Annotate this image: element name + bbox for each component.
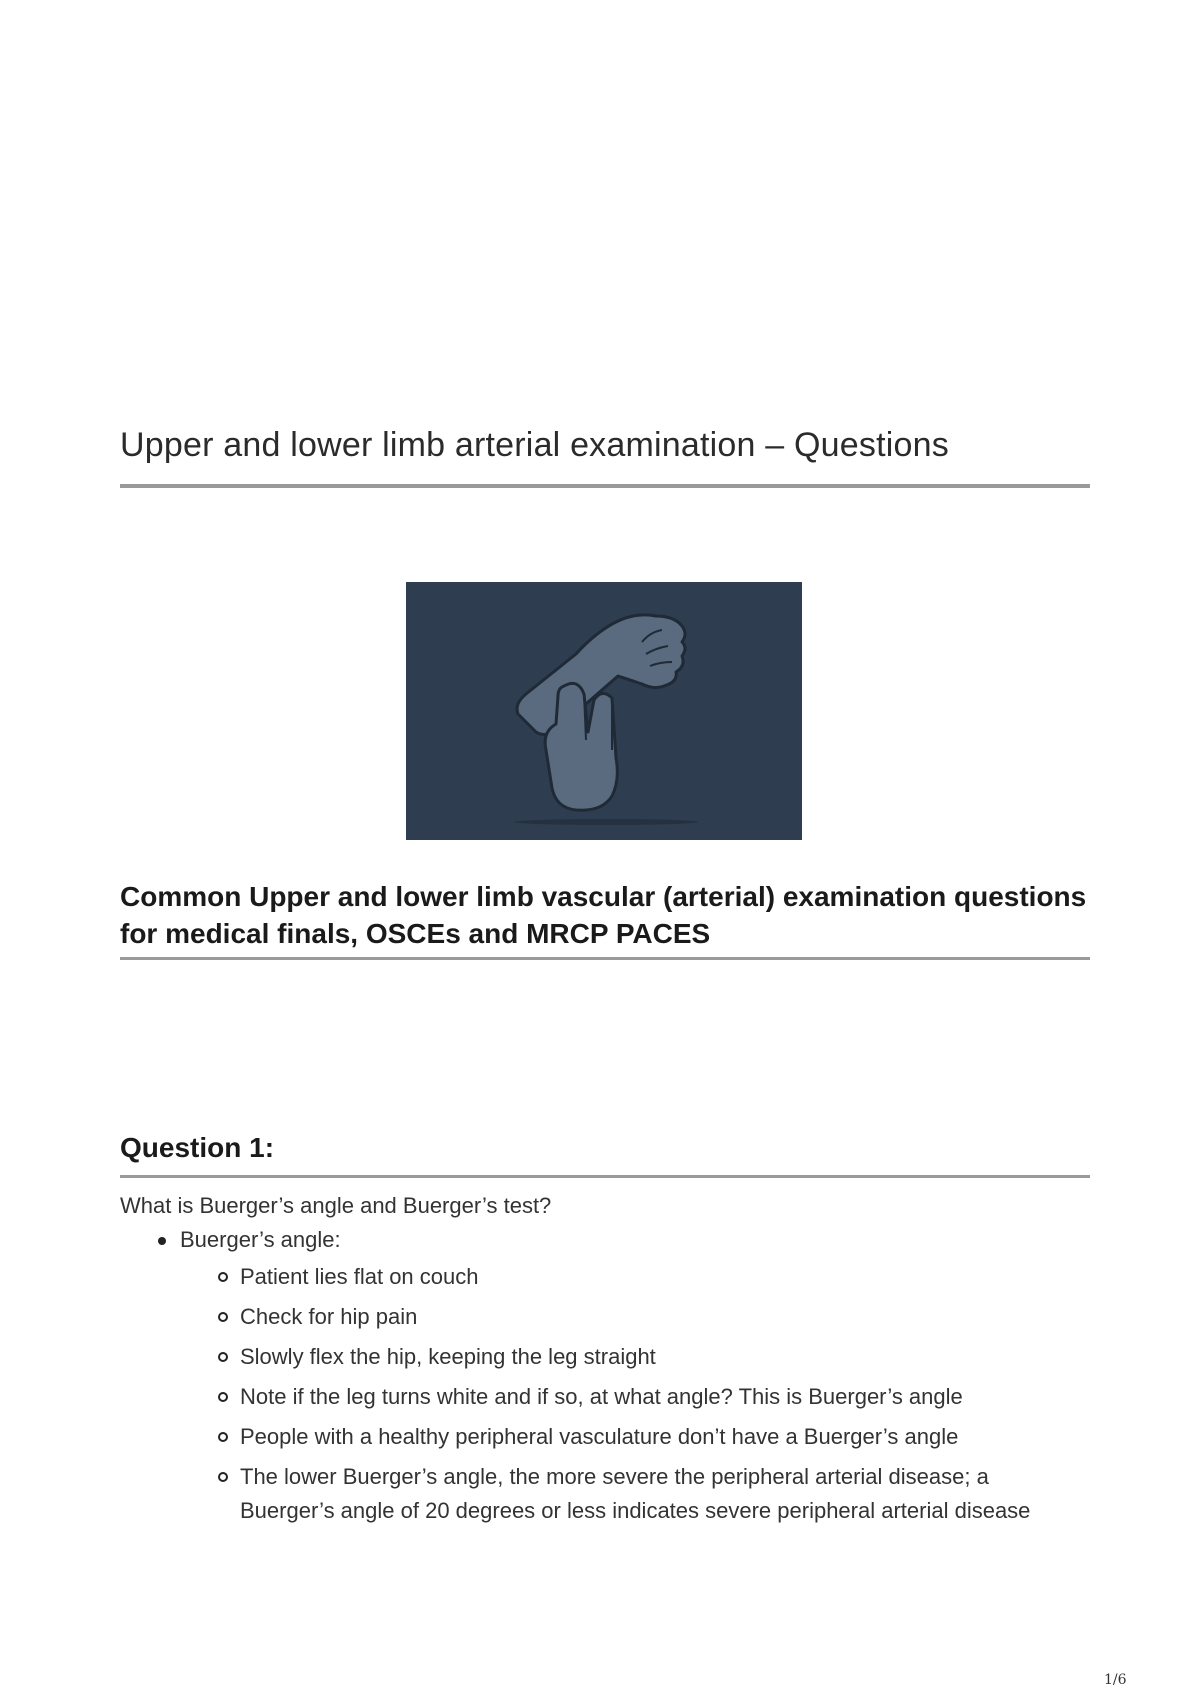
title-divider <box>120 484 1090 488</box>
question-text: What is Buerger’s angle and Buerger’s test? <box>120 1193 552 1218</box>
answer-list <box>160 1226 1080 1534</box>
list-item: Slowly flex the hip, keeping the leg straight <box>220 1340 1080 1374</box>
page-title: Upper and lower limb arterial examination – Questions <box>120 426 949 464</box>
question-divider <box>120 1175 1090 1178</box>
list-item: The lower Buerger’s angle, the more severe the peripheral arterial disease; a Buerger’s angle of 20 degrees or less indicates severe peripheral arterial disease <box>220 1460 1080 1528</box>
list-item <box>160 1226 1080 1528</box>
list-item: People with a healthy peripheral vasculature don’t have a Buerger’s angle <box>220 1420 1080 1454</box>
list-item: Patient lies flat on couch <box>220 1260 1080 1294</box>
question-heading: Question 1: <box>120 1132 275 1163</box>
list-item: Check for hip pain <box>220 1300 1080 1334</box>
page-number: 1/6 <box>1104 1672 1127 1688</box>
bullet-label: Buerger’s angle: <box>180 1227 341 1252</box>
page-subtitle: Common Upper and lower limb vascular (arterial) examination questions for medical finals, OSCEs and MRCP PACES <box>120 881 1087 949</box>
subtitle-divider <box>120 957 1090 960</box>
hero-image <box>406 582 802 840</box>
pulse-check-hand-icon <box>406 582 802 840</box>
list-item: Note if the leg turns white and if so, at what angle? This is Buerger’s angle <box>220 1380 1080 1414</box>
sub-list <box>220 1260 1080 1528</box>
